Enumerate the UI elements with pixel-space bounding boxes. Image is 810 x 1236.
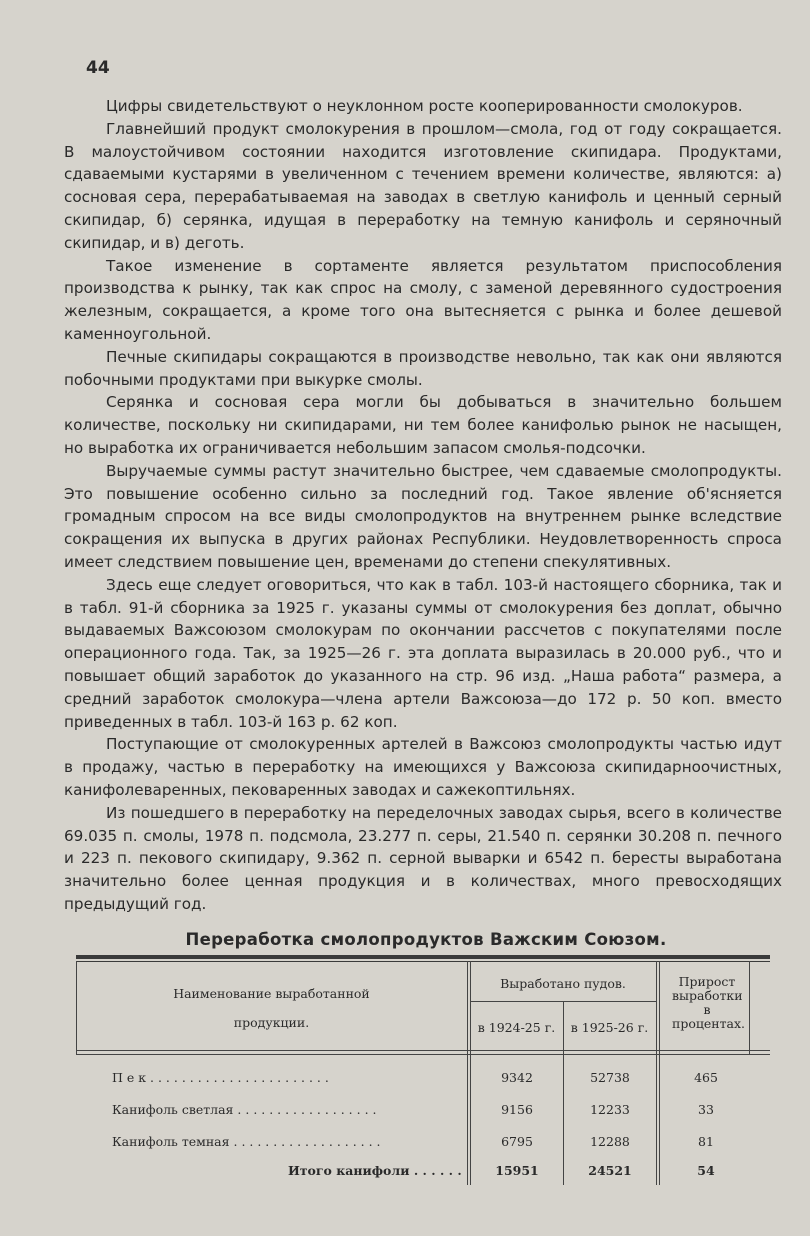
column-divider (656, 961, 657, 1185)
paragraph: Серянка и сосновая сера могли бы добываться в значительно большем количестве, поскольку ни скипидарами, ни тем более канифолью рынок не насыщен, но выработка их ограничивается небольшим запасом смолья-подсочки. (64, 393, 782, 457)
header-growth: Прирост выработки в процентах. (672, 974, 746, 1031)
cell-value: 54 (697, 1163, 715, 1178)
paragraph: Здесь еще следует оговориться, что как в табл. 103-й настоящего сборника, так и в табл. 91-й сборника за 1925 г. указаны суммы от смолокурения без доплат, обычно выдаваемых Важсоюзом смолокурам по окончании рассчетов с покупателями после операционного года. Так, за 1925—26 г. эта доплата выразилась в 20.000 руб., что и повышает общий заработок до указанного на стр. 96 изд. „Наша работа“ размера, а средний заработок смолокура—члена артели Важсоюза—до 172 р. 50 коп. вместо приведенных в табл. 103-й 163 р. 62 коп. (64, 575, 782, 731)
table-row: П е к . . . . . . . . . . . . . . . . . . . . . . . (112, 1070, 329, 1085)
paragraph: Из пошедшего в переработку на переделочных заводах сырья, всего в количестве 69.035 п. смолы, 1978 п. подсмола, 23.277 п. серы, 21.540 п. серянки 30.208 п. печного и 223 п. пекового скипидару, 9.362 п. серной выварки и 6542 п. бересты выработана значительно более ценная продукция и в количествах, много превосходящих предыдущий год. (64, 803, 782, 913)
table-row: Канифоль светлая . . . . . . . . . . . . . . . . . . (112, 1102, 377, 1117)
cell-value: 9342 (501, 1070, 533, 1085)
cell-value: 12288 (590, 1134, 630, 1149)
cell-value: 465 (694, 1070, 718, 1085)
table-total-row: Итого канифоли . . . . . . (288, 1163, 462, 1178)
cell-value: 24521 (588, 1163, 632, 1178)
paragraph: Поступающие от смолокуренных артелей в Важсоюз смолопродукты частью идут в продажу, частью в переработку на имеющихся у Важсоюза скипидарноочистных, канифолеваренных, пековаренных заводах и сажекоптильнях. (64, 735, 782, 799)
paragraph: Главнейший продукт смолокурения в прошлом—смола, год от году сокращается. В малоустойчивом состоянии находится изготовление скипидара. Продуктами, сдаваемыми кустарями в увеличенном с течением времени количестве, являются: а) сосновая сера, перерабатываемая на заводах в светлую канифоль и ценный серный скипидар, б) серянка, идущая в переработку на темную канифоль и серяночный скипидар, и в) деготь. (64, 119, 782, 252)
header-rule (76, 1054, 770, 1055)
paragraph: Цифры свидетельствуют о неуклонном росте кооперированности смолокуров. (106, 97, 743, 115)
cell-value: 12233 (590, 1102, 630, 1117)
header-year-2: в 1925-26 г. (570, 1020, 649, 1035)
table-title: Переработка смолопродуктов Важским Союзом. (185, 930, 667, 949)
table-top-rule-thin (76, 961, 770, 962)
cell-value: 9156 (501, 1102, 533, 1117)
header-subdivider (470, 1001, 656, 1002)
table-row: Канифоль темная . . . . . . . . . . . . . . . . . . . (112, 1134, 381, 1149)
cell-value: 33 (698, 1102, 714, 1117)
column-divider (467, 961, 468, 1185)
cell-value: 81 (698, 1134, 714, 1149)
paragraph: Такое изменение в сортаменте является результатом приспособления производства к рынку, так как спрос на смолу, с заменой деревянного судостроения железным, сокращается, а кроме того она вытесняется с рынка и более дешевой каменноугольной. (64, 256, 782, 343)
table-top-rule (76, 955, 770, 959)
cell-value: 15951 (495, 1163, 539, 1178)
column-divider (470, 961, 471, 1185)
header-name: Наименование выработанной продукции. (173, 986, 370, 1030)
production-table (76, 955, 770, 1185)
table-border-right (749, 961, 750, 1055)
paragraph: Печные скипидары сокращаются в производстве невольно, так как они являются побочными продуктами при выкурке смолы. (64, 347, 782, 389)
header-year-1: в 1924-25 г. (477, 1020, 556, 1035)
column-divider (659, 961, 660, 1185)
header-rule (76, 1050, 770, 1051)
cell-value: 6795 (501, 1134, 533, 1149)
page-number: 44 (86, 58, 110, 78)
body-text (64, 95, 782, 916)
paragraph: Выручаемые суммы растут значительно быстрее, чем сдаваемые смолопродукты. Это повышение особенно сильно за последний год. Такое явление об'ясняется громадным спросом на все виды смолопродуктов на внутреннем рынке вследствие сокращения их выпуска в других районах Республики. Неудовлетворенность спроса имеет следствием повышение цен, временами до степени спекулятивных. (64, 461, 782, 571)
cell-value: 52738 (590, 1070, 630, 1085)
header-group: Выработано пудов. (500, 976, 626, 991)
